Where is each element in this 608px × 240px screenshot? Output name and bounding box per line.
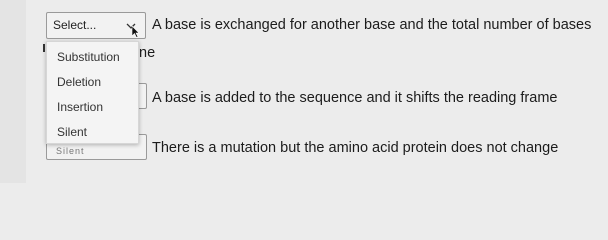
dropdown-option-silent[interactable]: Silent	[57, 125, 88, 139]
statement-2-fragment: ne	[139, 45, 156, 61]
answer-select-1[interactable]	[46, 12, 146, 39]
dropdown-menu	[46, 41, 139, 144]
obscured-select-edge	[43, 44, 45, 52]
dropdown-option-substitution[interactable]: Substitution	[57, 50, 120, 64]
dropdown-option-deletion[interactable]: Deletion	[57, 75, 102, 89]
select-value: Select...	[53, 18, 97, 32]
left-margin	[0, 0, 26, 183]
statement-4: There is a mutation but the amino acid protein does not change	[152, 140, 559, 156]
mouse-cursor-icon	[132, 26, 140, 38]
statement-1: A base is exchanged for another base and the total number of bases	[152, 17, 592, 33]
statement-3: A base is added to the sequence and it shifts the reading frame	[152, 90, 558, 106]
dropdown-option-insertion[interactable]: Insertion	[57, 100, 104, 114]
row-4-value-fragment: Silent	[56, 146, 85, 156]
